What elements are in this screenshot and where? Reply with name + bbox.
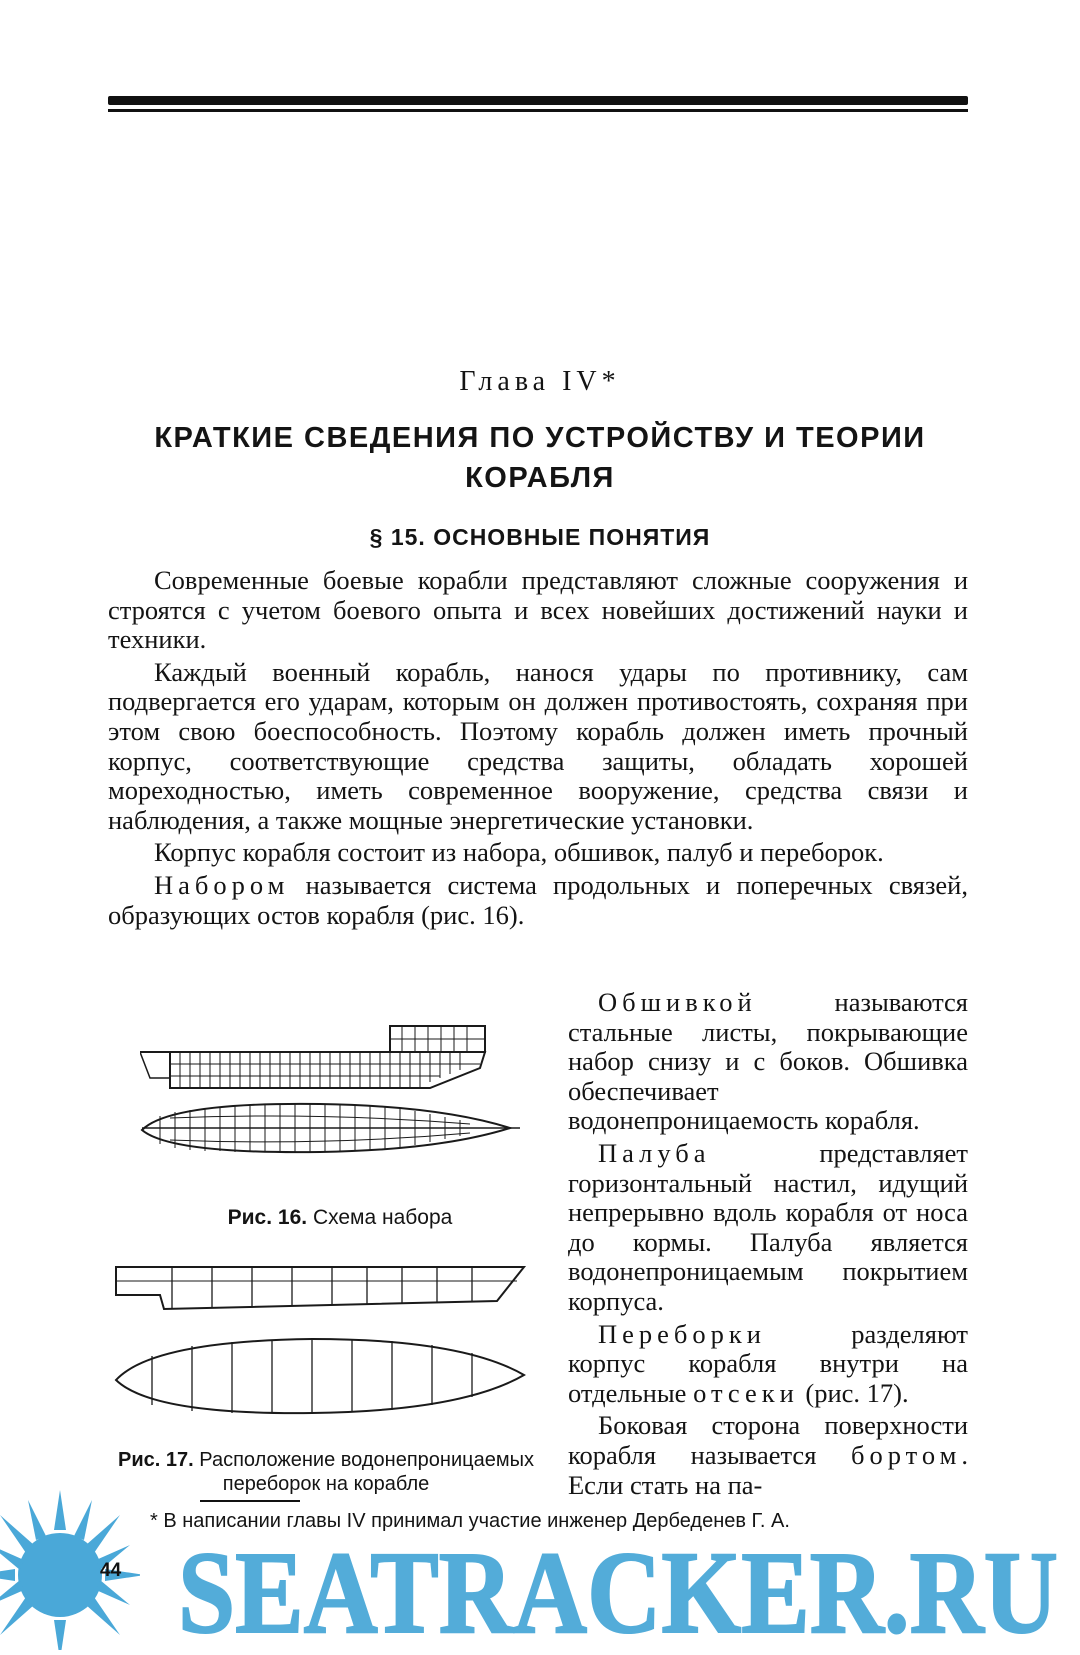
paragraph-7 [568, 1320, 968, 1409]
paragraph-5-text: называются стальные листы, покрывающие набор снизу и с боков. Обшивка обеспечивает водонепроницаемость корабля. [568, 987, 968, 1136]
chapter-title-line-1: КРАТКИЕ СВЕДЕНИЯ ПО УСТРОЙСТВУ И ТЕОРИИ [154, 422, 926, 454]
side-column-text [568, 988, 968, 1503]
paragraph-6 [568, 1139, 968, 1317]
figure-17-caption-text: Расположение водонепроницаемых переборок на корабле [193, 1449, 534, 1495]
figure-16-framing-diagram [140, 1020, 540, 1195]
paragraph-6-text: представляет горизонтальный настил, идущий непрерывно вдоль корабля от носа до кормы. Палуба является водонепроницаемым покрытием корпуса. [568, 1137, 968, 1316]
term-paluba: Палуба [598, 1137, 711, 1168]
figure-17-caption-prefix: Рис. 17. [118, 1449, 194, 1471]
paragraph-8 [568, 1411, 968, 1500]
term-otseki: отсеки [693, 1377, 799, 1408]
figure-16-caption [140, 1206, 540, 1230]
chapter-title [120, 418, 960, 498]
footnote-rule [200, 1500, 300, 1502]
chapter-label: Глава IV* [459, 366, 621, 397]
watermark-text: SEATRACKER.RU [178, 1527, 1058, 1650]
figure-17-bulkheads-diagram [112, 1265, 562, 1455]
footnote: * В написании главы IV принимал участие инженер Дербеденев Г. А. [150, 1510, 790, 1532]
paragraph-5 [568, 988, 968, 1136]
term-obshivka: Обшивкой [598, 987, 757, 1017]
figure-16-caption-text: Схема набора [307, 1206, 453, 1229]
header-rule [108, 96, 968, 105]
paragraph-4 [108, 871, 968, 930]
paragraph-8-end: . Если стать на па- [568, 1439, 968, 1500]
body-text [108, 566, 968, 933]
term-nabor: Набором [154, 869, 290, 900]
paragraph-1: Современные боевые корабли представляют сложные сооружения и строятся с учетом боевого опыта и всех новейших достижений науки и техники. [108, 565, 968, 655]
watermark-logo [168, 1520, 1068, 1650]
page-number: 44 [100, 1560, 122, 1581]
chapter-title-line-2: КОРАБЛЯ [465, 462, 615, 494]
figure-16-caption-prefix: Рис. 16. [227, 1206, 308, 1229]
paragraph-8-text: Боковая сторона поверхности корабля называется [568, 1410, 968, 1470]
paragraph-4-text: называется система продольных и поперечных связей, образующих остов корабля (рис. 16). [108, 869, 968, 930]
header-rule-thin [108, 109, 968, 112]
paragraph-7-end: (рис. 17). [798, 1377, 909, 1408]
paragraph-2: Каждый военный корабль, нанося удары по противнику, сам подвергается его ударам, которым он должен противостоять, сохраняя при этом свою боеспособность. Поэтому корабль должен иметь прочный корпус, соответствующие средства защиты, обладать хорошей мореходностью, иметь современное вооружение, средства связи и наблюдения, а также мощные энергетические установки. [108, 656, 968, 835]
section-title: § 15. ОСНОВНЫЕ ПОНЯТИЯ [369, 524, 711, 550]
paragraph-3: Корпус корабля состоит из набора, обшивок, палуб и переборок. [154, 837, 884, 868]
figure-17-caption [96, 1448, 556, 1496]
paragraph-7-text: разделяют корпус корабля внутри на отдельные [568, 1318, 968, 1408]
term-pereborki: Переборки [598, 1318, 766, 1349]
term-bort: бортом [850, 1439, 962, 1470]
